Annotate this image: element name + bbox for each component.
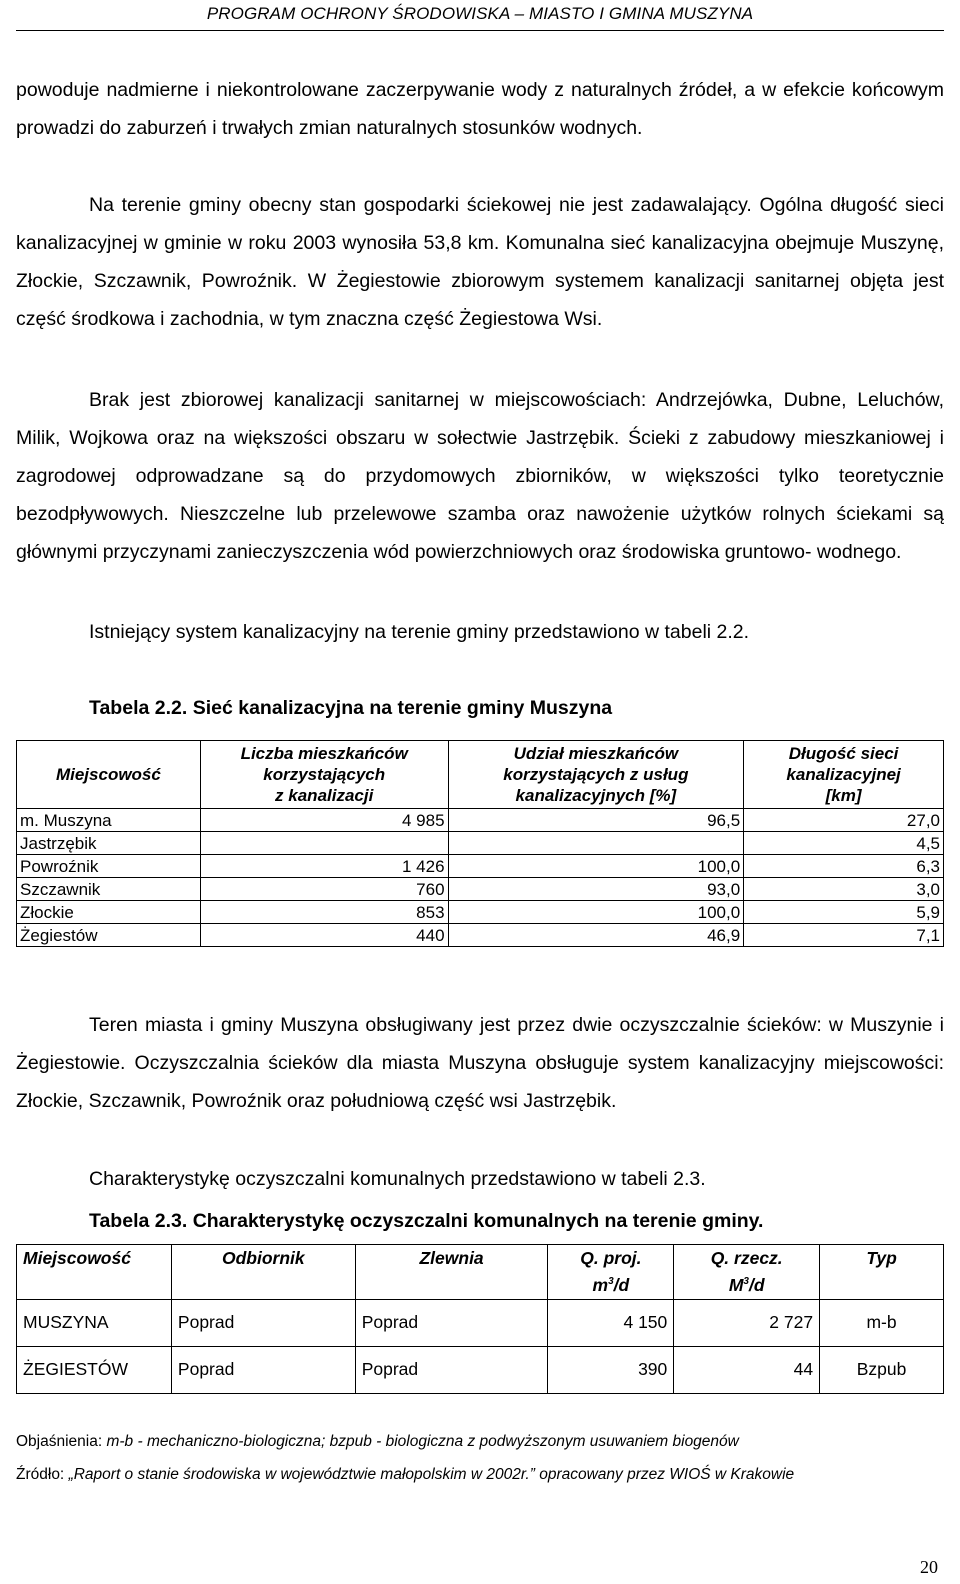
- cell-q-actual: 2 727: [674, 1299, 820, 1346]
- table-2-2-caption: Tabela 2.2. Sieć kanalizacyjna na terenie gminy Muszyna: [89, 697, 613, 719]
- header-q-actual: Q. rzecz. $M^3/d$: [674, 1245, 820, 1300]
- cell-residents: 4 985: [200, 809, 448, 832]
- cell-share: 100,0: [448, 855, 744, 878]
- table-row: [17, 1299, 944, 1346]
- cell-share: [448, 832, 744, 855]
- cell-share: 96,5: [448, 809, 744, 832]
- paragraph-6: Charakterystykę oczyszczalni komunalnych przedstawiono w tabeli 2.3.: [89, 1168, 706, 1190]
- cell-share: 93,0: [448, 878, 744, 901]
- cell-q-actual: 44: [674, 1346, 820, 1393]
- table-row: [17, 924, 944, 947]
- table-row: [17, 1346, 944, 1393]
- header-q-design: Q. proj. $m^3/d$: [548, 1245, 674, 1300]
- table-2-3-caption: Tabela 2.3. Charakterystykę oczyszczalni komunalnych na terenie gminy.: [89, 1210, 764, 1232]
- header-locality: Miejscowość: [17, 741, 201, 809]
- cell-catchment: Poprad: [355, 1346, 548, 1393]
- footnote-label: Objaśnienia:: [16, 1433, 107, 1450]
- header-rule: [16, 30, 944, 31]
- cell-type: m-b: [820, 1299, 944, 1346]
- paragraph-2: Na terenie gminy obecny stan gospodarki ściekowej nie jest zadawalający. Ogólna długość sieci kanalizacyjnej w gminie w roku 2003 wynosiła 53,8 km. Komunalna sieć kanalizacyjna obejmuje Muszynę, Złockie, Szczawnik, Powroźnik. W Żegiestowie zbiorowym systemem kanalizacji sanitarnej objęta jest część środkowa i zachodnia, w tym znaczna część Żegiestowa Wsi.: [16, 194, 944, 330]
- footnote-text: m-b - mechaniczno-biologiczna; bzpub - biologiczna z podwyższonym usuwaniem biogenów: [106, 1433, 739, 1450]
- cell-residents: [200, 832, 448, 855]
- cell-locality: ŻEGIESTÓW: [17, 1346, 172, 1393]
- cell-length: 5,9: [744, 901, 944, 924]
- cell-locality: Szczawnik: [17, 878, 201, 901]
- cell-locality: m. Muszyna: [17, 809, 201, 832]
- table-row: [17, 855, 944, 878]
- header-type: Typ: [820, 1245, 944, 1300]
- header-receiver: Odbiornik: [171, 1245, 355, 1300]
- cell-residents: 853: [200, 901, 448, 924]
- cell-type: Bzpub: [820, 1346, 944, 1393]
- header-residents: Liczba mieszkańców korzystających z kanalizacji: [200, 741, 448, 809]
- footnote-text: „Raport o stanie środowiska w województwie małopolskim w 2002r.” opracowany przez WIOŚ w Krakowie: [68, 1466, 795, 1483]
- cell-receiver: Poprad: [171, 1299, 355, 1346]
- table-header-row: [17, 741, 944, 809]
- cell-catchment: Poprad: [355, 1299, 548, 1346]
- cell-locality: MUSZYNA: [17, 1299, 172, 1346]
- cell-locality: Jastrzębik: [17, 832, 201, 855]
- footnote-source: [16, 1466, 794, 1484]
- cell-share: 100,0: [448, 901, 744, 924]
- table-row: [17, 901, 944, 924]
- header-share: Udział mieszkańców korzystających z usług kanalizacyjnych [%]: [448, 741, 744, 809]
- header-length: Długość sieci kanalizacyjnej [km]: [744, 741, 944, 809]
- table-row: [17, 878, 944, 901]
- table-header-row: [17, 1245, 944, 1300]
- cell-share: 46,9: [448, 924, 744, 947]
- header-locality: Miejscowość: [17, 1245, 172, 1300]
- treatment-plants-table: [16, 1244, 944, 1394]
- cell-q-design: 4 150: [548, 1299, 674, 1346]
- header-catchment: Zlewnia: [355, 1245, 548, 1300]
- cell-residents: 440: [200, 924, 448, 947]
- page-header: [0, 0, 960, 31]
- sewer-network-table: [16, 740, 944, 947]
- footnote-label: Źródło:: [16, 1466, 69, 1483]
- cell-q-design: 390: [548, 1346, 674, 1393]
- paragraph-4: Istniejący system kanalizacyjny na terenie gminy przedstawiono w tabeli 2.2.: [89, 621, 750, 643]
- paragraph-5: Teren miasta i gminy Muszyna obsługiwany jest przez dwie oczyszczalnie ścieków: w Muszynie i Żegiestowie. Oczyszczalnia ścieków dla miasta Muszyna obsługuje system kanalizacyjny miejscowości: Złockie, Szczawnik, Powroźnik oraz południową część wsi Jastrzębik.: [16, 1014, 944, 1112]
- paragraph-1: powoduje nadmierne i niekontrolowane zaczerpywanie wody z naturalnych źródeł, a w efekcie końcowym prowadzi do zaburzeń i trwałych zmian naturalnych stosunków wodnych.: [16, 79, 944, 139]
- cell-length: 4,5: [744, 832, 944, 855]
- cell-length: 3,0: [744, 878, 944, 901]
- cell-length: 6,3: [744, 855, 944, 878]
- cell-residents: 1 426: [200, 855, 448, 878]
- cell-length: 27,0: [744, 809, 944, 832]
- header-title: PROGRAM OCHRONY ŚRODOWISKA – MIASTO I GMINA MUSZYNA: [206, 4, 754, 23]
- cell-locality: Żegiestów: [17, 924, 201, 947]
- table-row: [17, 832, 944, 855]
- page-number: 20: [920, 1557, 938, 1577]
- paragraph-3: Brak jest zbiorowej kanalizacji sanitarnej w miejscowościach: Andrzejówka, Dubne, Leluchów, Milik, Wojkowa oraz na większości obszaru w sołectwie Jastrzębik. Ścieki z zabudowy mieszkaniowej i zagrodowej odprowadzane są do przydomowych zbiorników, w większości tylko teoretycznie bezodpływowych. Nieszczelne lub przelewowe szamba oraz nawożenie użytków rolnych ściekami są głównymi przyczynami zanieczyszczenia wód powierzchniowych oraz środowiska gruntowo- wodnego.: [16, 389, 944, 563]
- cell-length: 7,1: [744, 924, 944, 947]
- cell-locality: Powroźnik: [17, 855, 201, 878]
- cell-locality: Złockie: [17, 901, 201, 924]
- table-row: [17, 809, 944, 832]
- footnote-explanations: [16, 1433, 739, 1451]
- cell-receiver: Poprad: [171, 1346, 355, 1393]
- cell-residents: 760: [200, 878, 448, 901]
